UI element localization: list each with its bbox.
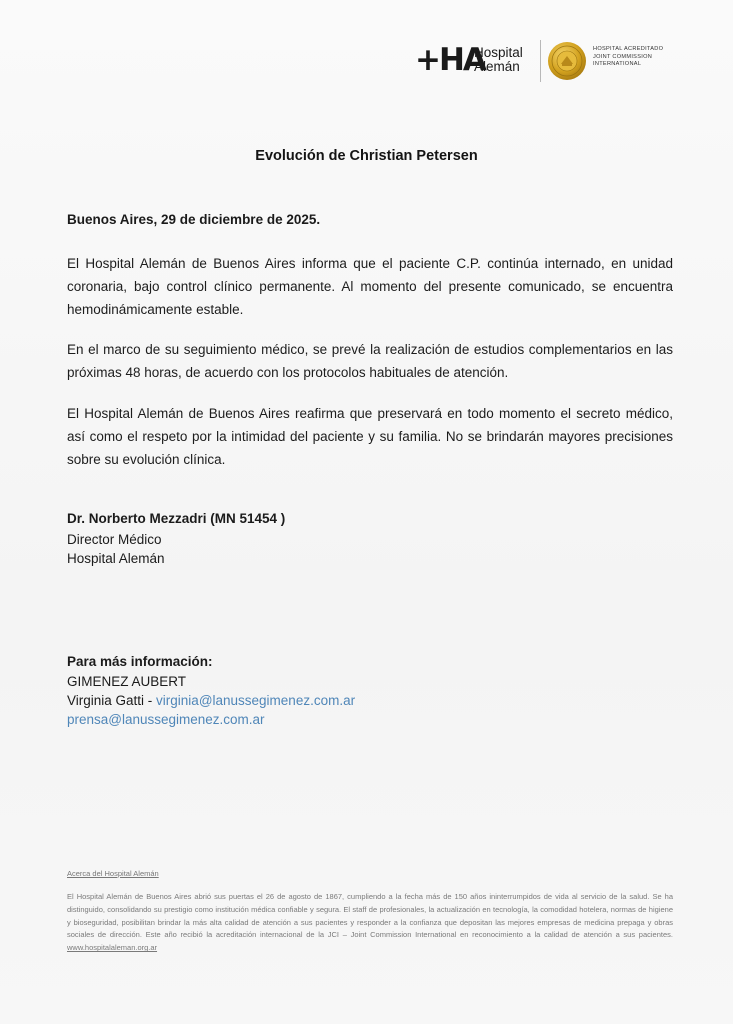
signatory-institution: Hospital Alemán (67, 551, 165, 566)
logo-line-1: Hospital (474, 45, 523, 60)
website-link[interactable]: www.hospitalaleman.org.ar (67, 943, 158, 953)
signatory-block (67, 530, 165, 568)
logo-wordmark (474, 46, 523, 74)
accreditation-line-1: HOSPITAL ACREDITADO (593, 46, 664, 52)
logo-line-2: Alemán (474, 59, 520, 74)
about-text (67, 891, 673, 955)
contact-person-email-link[interactable]: virginia@lanussegimenez.com.ar (156, 693, 356, 708)
accreditation-line-3: INTERNATIONAL (593, 61, 642, 67)
accreditation-line-2: JOINT COMMISSION (593, 53, 653, 60)
signatory-role: Director Médico (67, 532, 162, 547)
hospital-logo (415, 40, 705, 82)
logo-mark: +HA (415, 42, 485, 78)
accreditation-text (593, 46, 663, 69)
logo-divider (540, 40, 541, 82)
paragraph-3: El Hospital Alemán de Buenos Aires reafirma que preservará en todo momento el secreto médico, así como el respeto por la intimidad del paciente y su familia. No se brindarán mayores precisiones sobre su evolución clínica. (67, 406, 673, 467)
about-heading: Acerca del Hospital Alemán (67, 869, 159, 878)
contact-block (67, 672, 355, 729)
document-title: Evolución de Christian Petersen (255, 148, 478, 164)
contact-heading: Para más información: (67, 654, 213, 669)
contact-person: Virginia Gatti - (67, 693, 157, 708)
contact-agency: GIMENEZ AUBERT (67, 674, 187, 689)
contact-person-line (67, 691, 355, 710)
signatory-name: Dr. Norberto Mezzadri (MN 51454 ) (67, 511, 286, 526)
paragraph-1: El Hospital Alemán de Buenos Aires informa que el paciente C.P. continúa internado, en unidad coronaria, bajo control clínico permanente. Al momento del presente comunicado, se encuentra hemodinámicamente estable. (67, 256, 673, 317)
press-email-link[interactable]: prensa@lanussegimenez.com.ar (67, 712, 265, 727)
jci-seal-icon (547, 41, 587, 81)
paragraph-2: En el marco de su seguimiento médico, se prevé la realización de estudios complementarios en las próximas 48 horas, de acuerdo con los protocolos habituales de atención. (67, 342, 673, 380)
date-line: Buenos Aires, 29 de diciembre de 2025. (67, 212, 321, 227)
about-body: El Hospital Alemán de Buenos Aires abrió sus puertas el 26 de agosto de 1867, cumpliendo a la fecha más de 150 años ininterrumpidos de vida al servicio de la salud. Se ha distinguido, consolidando su prestigio como institución médica confiable y segura. El staff de profesionales, la actualización en tecnología, la comodidad hotelera, normas de higiene y bioseguridad, posibilitan brindar la más alta calidad de atención a sus pacientes y responder a la confianza que depositan las mejores empresas de medicina prepaga y obras sociales de dirección. Este año recibió la acreditación internacional de la JCI – Joint Commission International en reconocimiento a la calidad de atención a sus pacientes. (67, 892, 673, 940)
